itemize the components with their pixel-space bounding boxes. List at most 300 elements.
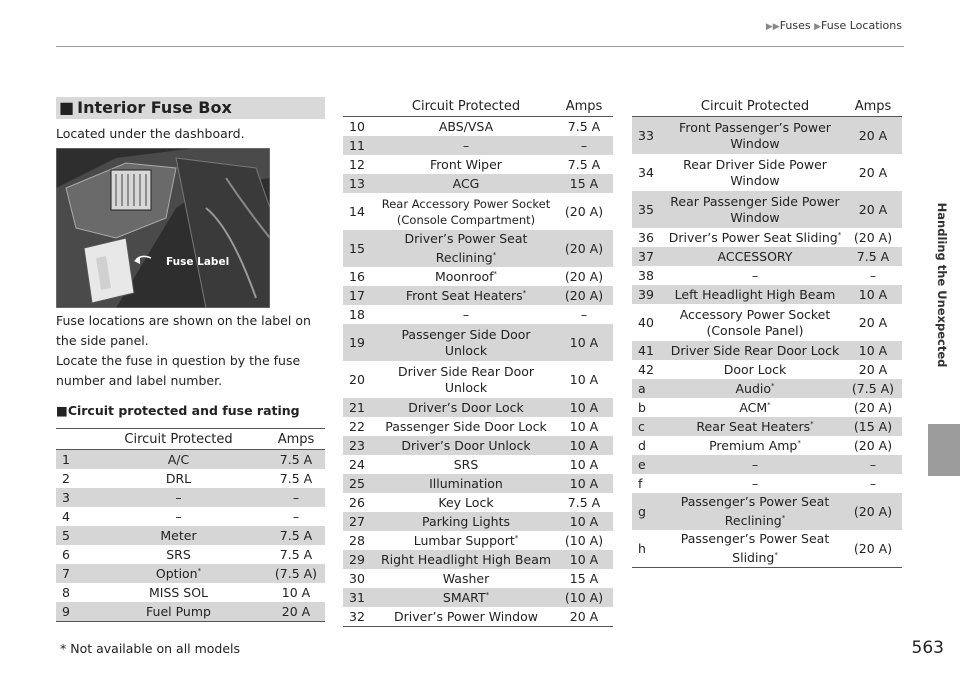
fuse-number: 1	[56, 450, 90, 470]
circuit-name	[666, 341, 844, 360]
instructions-line: the side panel.	[56, 333, 149, 348]
circuit-name	[377, 267, 555, 286]
circuit-name	[666, 247, 844, 266]
fuse-number: 21	[343, 398, 377, 417]
breadcrumb-fuse-locations[interactable]: Fuse Locations	[821, 19, 902, 32]
circuit-text-line2: Sliding	[732, 550, 775, 565]
table-row	[56, 526, 325, 545]
table-row	[632, 474, 902, 493]
fuse-amps: 7.5 A	[267, 450, 325, 470]
circuit-text-line2: Reclining	[724, 513, 782, 528]
fuse-amps: 20 A	[858, 362, 888, 377]
fuse-number: 33	[632, 117, 666, 155]
fuse-amps: 7.5 A	[279, 471, 313, 486]
circuit-text: SMART	[442, 590, 486, 605]
circuit-name	[377, 417, 555, 436]
fuse-amps: –	[869, 476, 877, 491]
table-row	[343, 512, 613, 531]
fuse-number: 17	[343, 286, 377, 305]
footnote-marker: *	[197, 567, 202, 575]
col-header-amps: Amps	[267, 429, 325, 450]
circuit-name	[666, 493, 844, 530]
table-row	[632, 247, 902, 266]
table-row	[56, 507, 325, 526]
fuse-number: 32	[349, 609, 365, 624]
circuit-name	[90, 564, 267, 583]
fuse-number: g	[632, 493, 666, 530]
circuit-name	[377, 193, 555, 230]
fuse-amps: 20 A	[569, 609, 599, 624]
circuit-text-line2: Window	[730, 172, 780, 188]
circuit-name	[377, 361, 555, 398]
fuse-table-2	[343, 96, 613, 627]
circuit-name	[90, 488, 267, 507]
table-row	[343, 174, 613, 193]
fuse-number: 27	[343, 512, 377, 531]
fuse-number: h	[638, 540, 646, 556]
fuse-amps: –	[555, 136, 613, 155]
fuse-amps: 7.5 A	[567, 495, 601, 510]
fuse-number: 5	[56, 526, 90, 545]
instructions-line: Locate the fuse in question by the fuse	[56, 353, 301, 368]
footnote-marker: *	[774, 551, 778, 559]
section-title	[56, 97, 325, 119]
circuit-name	[377, 436, 555, 455]
footnote-marker: *	[485, 591, 490, 599]
fuse-number: 3	[56, 488, 90, 507]
circuit-text: Meter	[160, 528, 197, 543]
col-header-circuit: Circuit Protected	[377, 96, 555, 117]
table-row	[632, 379, 902, 398]
footnote-marker: *	[837, 231, 842, 239]
chapter-side-tab-label: Handling the Unexpected	[935, 202, 949, 368]
circuit-name	[377, 569, 555, 588]
circuit-text: A/C	[167, 452, 190, 467]
circuit-text: Rear Driver Side Power	[683, 156, 827, 172]
chapter-marker	[928, 424, 960, 476]
page-number: 563	[911, 638, 944, 658]
circuit-name	[666, 417, 844, 436]
fuse-amps: 15 A	[555, 174, 613, 193]
fuse-number: 22	[349, 419, 365, 434]
circuit-text: ACG	[452, 176, 480, 191]
fuse-amps: –	[267, 488, 325, 507]
circuit-text: –	[751, 268, 759, 283]
fuse-amps: 7.5 A	[844, 247, 902, 266]
fuse-amps: (20 A)	[844, 493, 902, 530]
table-row	[632, 285, 902, 304]
circuit-text: Driver’s Power Seat	[404, 231, 528, 246]
table-row	[632, 228, 902, 247]
circuit-text: DRL	[165, 471, 192, 486]
fuse-amps: –	[292, 509, 300, 524]
circuit-name	[666, 228, 844, 247]
table-row	[343, 417, 613, 436]
fuse-amps: (20 A)	[564, 269, 604, 284]
circuit-name	[90, 450, 267, 470]
circuit-text: ACM	[739, 400, 768, 415]
section-title-text: Interior Fuse Box	[77, 98, 232, 117]
chapter-side-tab[interactable]	[928, 160, 956, 420]
fuse-number: 14	[349, 203, 365, 219]
circuit-text: Premium Amp	[709, 438, 798, 453]
circuit-text: MISS SOL	[148, 585, 209, 600]
circuit-name	[377, 607, 555, 627]
circuit-name	[666, 304, 844, 341]
footnote-marker: *	[492, 251, 497, 259]
fuse-number: 28	[349, 533, 365, 548]
subheading-marker-icon: ■	[56, 403, 68, 418]
table-row	[343, 474, 613, 493]
table-row	[56, 583, 325, 602]
circuit-name	[90, 545, 267, 564]
table-row	[343, 267, 613, 286]
fuse-number: 24	[349, 457, 365, 472]
fuse-number: 2	[62, 471, 70, 486]
circuit-name	[666, 360, 844, 379]
fuse-amps: (20 A)	[853, 540, 893, 556]
fuse-number: c	[632, 417, 666, 436]
circuit-name	[377, 117, 555, 137]
table-row	[343, 136, 613, 155]
circuit-name	[666, 191, 844, 228]
fuse-number: 34	[638, 164, 654, 180]
table-row	[343, 305, 613, 324]
fuse-amps: (20 A)	[853, 230, 893, 245]
circuit-name	[666, 436, 844, 455]
circuit-text-line2: Unlock	[444, 342, 488, 358]
fuse-number: 31	[343, 588, 377, 607]
circuit-text: –	[751, 457, 759, 472]
fuse-amps: 10 A	[555, 550, 613, 569]
circuit-name	[377, 455, 555, 474]
fuse-number: 25	[343, 474, 377, 493]
fuse-number: 19	[343, 324, 377, 361]
table-row	[56, 450, 325, 470]
fuse-amps: 20 A	[844, 117, 902, 155]
fuse-number: a	[632, 379, 666, 398]
fuse-amps: (10 A)	[564, 533, 604, 548]
circuit-text: Passenger Side Door Lock	[385, 419, 547, 434]
fuse-number: 23	[343, 436, 377, 455]
fuse-number: 13	[343, 174, 377, 193]
circuit-name	[377, 230, 555, 267]
fuse-amps: 10 A	[569, 457, 599, 472]
table-row	[343, 361, 613, 398]
table-row	[56, 545, 325, 564]
table-row	[632, 191, 902, 228]
fuse-amps: 20 A	[858, 164, 888, 180]
table-row	[632, 304, 902, 341]
table-row	[343, 493, 613, 512]
fuse-amps: 20 A	[858, 314, 888, 330]
circuit-text: ABS/VSA	[438, 119, 494, 134]
circuit-text: Moonroof	[434, 269, 494, 284]
footnote-marker: *	[810, 420, 814, 428]
footnote-marker: *	[514, 534, 519, 542]
instructions-paragraph	[56, 311, 311, 391]
table-row	[632, 436, 902, 455]
circuit-text: Driver’s Door Unlock	[401, 438, 531, 453]
fuse-amps: (20 A)	[564, 203, 604, 219]
fuse-number: d	[638, 438, 646, 453]
fuse-number: 4	[62, 509, 70, 524]
fuse-number: 30	[349, 571, 365, 586]
table-row	[632, 417, 902, 436]
circuit-text: Right Headlight High Beam	[380, 552, 552, 567]
fuse-amps: –	[869, 268, 877, 283]
circuit-name	[90, 602, 267, 622]
fuse-number: b	[638, 400, 646, 415]
footnote-marker: *	[493, 270, 498, 278]
footnote-marker: *	[767, 401, 771, 409]
subheading-text: Circuit protected and fuse rating	[67, 403, 300, 418]
location-text: Located under the dashboard.	[56, 126, 245, 141]
table-row	[632, 154, 902, 191]
fuse-number: 18	[349, 307, 365, 322]
fuse-number: 8	[62, 585, 70, 600]
circuit-name	[377, 493, 555, 512]
circuit-name	[90, 507, 267, 526]
table-row	[343, 117, 613, 137]
circuit-name	[377, 136, 555, 155]
fuse-amps: 7.5 A	[279, 547, 313, 562]
circuit-text: ACCESSORY	[717, 249, 793, 264]
circuit-text: Fuel Pump	[146, 604, 211, 619]
circuit-name	[377, 155, 555, 174]
table-row	[343, 436, 613, 455]
col-header-amps: Amps	[844, 96, 902, 117]
circuit-text-line2: Window	[730, 209, 780, 225]
table-row	[56, 469, 325, 488]
circuit-name	[377, 305, 555, 324]
fuse-amps: 10 A	[555, 512, 613, 531]
circuit-name	[377, 474, 555, 493]
fuse-number: 11	[343, 136, 377, 155]
circuit-name	[377, 324, 555, 361]
circuit-name	[377, 174, 555, 193]
circuit-text-line2: Unlock	[444, 379, 488, 395]
fuse-number: 12	[349, 157, 365, 172]
col-header-amps: Amps	[555, 96, 613, 117]
table-row	[343, 286, 613, 305]
circuit-name	[90, 469, 267, 488]
circuit-text: –	[462, 307, 470, 322]
fuse-amps: 7.5 A	[567, 119, 601, 134]
circuit-text: Passenger’s Power Seat	[680, 531, 830, 546]
table-row	[343, 155, 613, 174]
fuse-number: 10	[349, 119, 365, 134]
fuse-number: 40	[638, 314, 654, 330]
fuse-number: 41	[632, 341, 666, 360]
circuit-name	[90, 526, 267, 545]
circuit-text: Lumbar Support	[413, 533, 515, 548]
breadcrumb-fuses[interactable]: Fuses	[779, 19, 811, 32]
circuit-text: –	[175, 490, 182, 505]
circuit-text: Washer	[442, 571, 490, 586]
circuit-text: Door Lock	[723, 362, 787, 377]
dashboard-illustration	[56, 148, 270, 308]
fuse-amps: 10 A	[555, 474, 613, 493]
table-row	[343, 588, 613, 607]
circuit-text: Key Lock	[438, 495, 494, 510]
table-row	[632, 493, 902, 530]
circuit-text: Front Wiper	[430, 157, 502, 172]
circuit-name	[666, 117, 844, 155]
fuse-amps: (20 A)	[555, 230, 613, 267]
circuit-text: Driver Side Rear Door	[397, 363, 535, 379]
footnote-marker: *	[797, 439, 801, 447]
circuit-name	[666, 455, 844, 474]
fuse-amps: 10 A	[569, 371, 599, 387]
table-row	[632, 266, 902, 285]
circuit-text: SRS	[453, 457, 479, 472]
section-marker-icon: ■	[59, 98, 75, 117]
circuit-name	[377, 550, 555, 569]
fuse-number: 37	[632, 247, 666, 266]
table-row	[343, 193, 613, 230]
footnote-marker: *	[771, 382, 775, 390]
fuse-amps: 10 A	[555, 324, 613, 361]
fuse-amps: –	[580, 307, 588, 322]
fuse-amps: 10 A	[281, 585, 311, 600]
instructions-line: Fuse locations are shown on the label on	[56, 313, 311, 328]
table-row	[56, 564, 325, 583]
table-row	[343, 607, 613, 627]
table-row	[632, 360, 902, 379]
circuit-name	[377, 286, 555, 305]
table-row	[343, 569, 613, 588]
footnote: * Not available on all models	[60, 641, 241, 656]
table-row	[343, 455, 613, 474]
table-row	[632, 398, 902, 417]
circuit-text: Front Seat Heaters	[405, 288, 523, 303]
circuit-text: Driver Side Rear Door Lock	[670, 343, 840, 358]
header-divider	[56, 46, 904, 47]
circuit-name	[666, 266, 844, 285]
fuse-number: 38	[638, 268, 654, 283]
circuit-text: Rear Seat Heaters	[696, 419, 811, 434]
fuse-amps: (15 A)	[844, 417, 902, 436]
circuit-text: Left Headlight High Beam	[674, 287, 836, 302]
fuse-amps: (20 A)	[555, 286, 613, 305]
fuse-amps: 10 A	[844, 341, 902, 360]
circuit-name	[666, 398, 844, 417]
subheading	[56, 403, 300, 418]
fuse-amps: 7.5 A	[267, 526, 325, 545]
fuse-number: 9	[56, 602, 90, 622]
circuit-name	[666, 285, 844, 304]
circuit-text-line2: Window	[730, 135, 780, 151]
fuse-number: 29	[343, 550, 377, 569]
fuse-number: 42	[638, 362, 654, 377]
fuse-amps: 10 A	[844, 285, 902, 304]
fuse-amps: –	[844, 455, 902, 474]
circuit-name	[666, 379, 844, 398]
circuit-name	[666, 154, 844, 191]
fuse-amps: (7.5 A)	[267, 564, 325, 583]
circuit-text: Rear Passenger Side Power	[670, 193, 840, 209]
circuit-text: Accessory Power Socket	[679, 306, 831, 322]
col-header-circuit: Circuit Protected	[666, 96, 844, 117]
fuse-amps: 10 A	[555, 436, 613, 455]
circuit-text-line2: (Console Compartment)	[396, 212, 536, 227]
circuit-text-line2: (Console Panel)	[706, 322, 804, 338]
fuse-amps: (20 A)	[853, 400, 893, 415]
fuse-table-3	[632, 96, 902, 568]
fuse-number: 39	[632, 285, 666, 304]
circuit-text: –	[175, 509, 182, 524]
circuit-text: Passenger’s Power Seat	[680, 494, 830, 509]
fuse-amps: (7.5 A)	[844, 379, 902, 398]
col-header-circuit: Circuit Protected	[90, 429, 267, 450]
circuit-text: Driver’s Door Lock	[408, 400, 524, 415]
table-row	[56, 488, 325, 507]
table-row	[343, 324, 613, 361]
table-row	[632, 117, 902, 155]
circuit-text: –	[462, 138, 470, 153]
fuse-number: 36	[638, 230, 654, 245]
table-row	[56, 602, 325, 622]
table-row	[343, 550, 613, 569]
circuit-text: Passenger Side Door	[401, 326, 531, 342]
fuse-number: 7	[56, 564, 90, 583]
fuse-amps: (20 A)	[853, 438, 893, 453]
circuit-text: Illumination	[429, 476, 503, 491]
circuit-name	[377, 398, 555, 417]
table-row	[632, 341, 902, 360]
circuit-text: Parking Lights	[421, 514, 511, 529]
fuse-amps: (10 A)	[555, 588, 613, 607]
fuse-amps: 7.5 A	[567, 157, 601, 172]
circuit-text: –	[751, 476, 759, 491]
fuse-number: 16	[349, 269, 365, 284]
table-row	[632, 455, 902, 474]
fuse-number: 15	[343, 230, 377, 267]
fuse-number: 6	[62, 547, 70, 562]
footnote-marker: *	[781, 514, 786, 522]
circuit-text: SRS	[166, 547, 191, 562]
fuse-table-1	[56, 428, 325, 622]
table-row	[343, 230, 613, 267]
circuit-text-line2: Reclining	[435, 250, 493, 265]
breadcrumb-arrow-icon: ▶▶	[765, 22, 780, 32]
circuit-text: Driver’s Power Seat Sliding	[668, 230, 838, 245]
footnote-marker: *	[522, 289, 527, 297]
circuit-name	[666, 474, 844, 493]
breadcrumb-arrow-icon: ▶	[814, 22, 822, 32]
circuit-text: Driver’s Power Window	[394, 609, 538, 624]
circuit-text: Rear Accessory Power Socket	[381, 196, 551, 211]
fuse-amps: 15 A	[569, 571, 599, 586]
fuse-label-callout: Fuse Label	[166, 256, 230, 268]
breadcrumb	[0, 19, 902, 32]
fuse-number: 26	[349, 495, 365, 510]
circuit-text: Option	[155, 566, 198, 581]
table-row	[632, 530, 902, 568]
circuit-name	[377, 512, 555, 531]
instructions-line: number and label number.	[56, 373, 223, 388]
circuit-text: Front Passenger’s Power	[679, 119, 831, 135]
circuit-name	[377, 588, 555, 607]
circuit-name	[90, 583, 267, 602]
fuse-number: f	[638, 476, 643, 491]
table-row	[343, 531, 613, 550]
fuse-number: 35	[632, 191, 666, 228]
fuse-amps: 10 A	[569, 419, 599, 434]
circuit-name	[377, 531, 555, 550]
fuse-amps: 20 A	[844, 191, 902, 228]
